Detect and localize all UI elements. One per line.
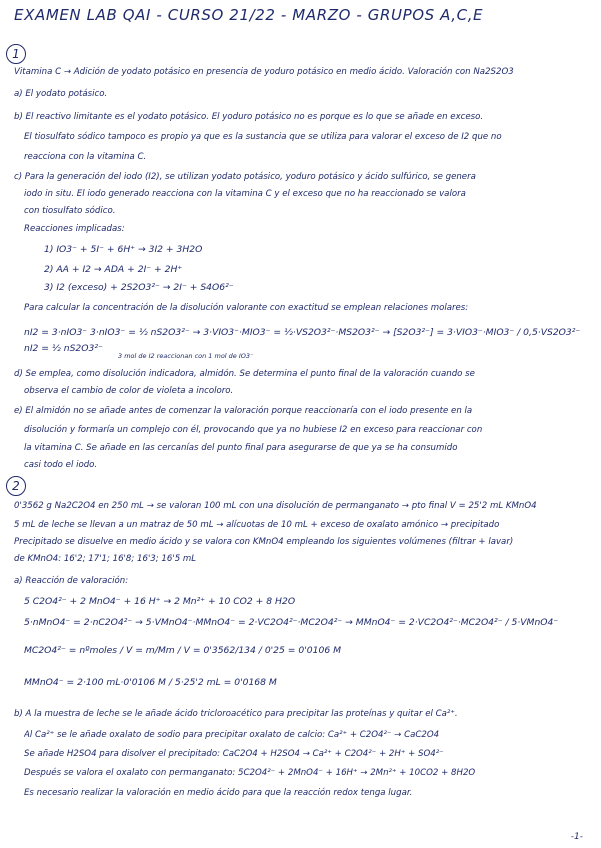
q1-line: la vitamina C. Se añade en las cercanías del punto final para asegurarse de que ya se ha consumido bbox=[24, 443, 458, 453]
question-1-number: 1 bbox=[6, 44, 26, 64]
q1-equation: nI2 = 3·nIO3⁻ 3·nIO3⁻ = ½ nS2O3²⁻ → 3·VIO3⁻·MIO3⁻ = ½·VS2O3²⁻·MS2O3²⁻ → [S2O3²⁻] = 3·VIO3⁻·MIO3⁻ / 0,5·VS2O3²⁻ bbox=[24, 327, 581, 338]
q2-equation: 5·nMnO4⁻ = 2·nC2O4²⁻ → 5·VMnO4⁻·MMnO4⁻ = 2·VC2O4²⁻·MC2O4²⁻ → MMnO4⁻ = 2·VC2O4²⁻·MC2O4²⁻ / 5·VMnO4⁻ bbox=[24, 617, 559, 628]
q1-reaction-1: 1) IO3⁻ + 5I⁻ + 6H⁺ → 3I2 + 3H2O bbox=[44, 244, 203, 255]
q1-line: iodo in situ. El iodo generado reacciona con la vitamina C y el exceso que no ha reaccionado se valora bbox=[24, 189, 466, 199]
q1-reaction-3: 3) I2 (exceso) + 2S2O3²⁻ → 2I⁻ + S4O6²⁻ bbox=[44, 282, 234, 293]
page-number: -1- bbox=[570, 832, 583, 842]
q1-answer-b: b) El reactivo limitante es el yodato potásico. El yoduro potásico no es porque es lo que se añade en exceso. bbox=[14, 112, 484, 122]
q1-line: observa el cambio de color de violeta a incoloro. bbox=[24, 386, 234, 396]
q2-line: Se añade H2SO4 para disolver el precipitado: CaC2O4 + H2SO4 → Ca²⁺ + C2O4²⁻ + 2H⁺ + SO4²⁻ bbox=[24, 749, 444, 759]
q2-equation: MC2O4²⁻ = nºmoles / V = m/Mm / V = 0'3562/134 / 0'25 = 0'0106 M bbox=[24, 645, 342, 656]
q2-line: 5 mL de leche se llevan a un matraz de 50 mL → alícuotas de 10 mL + exceso de oxalato amónico → precipitado bbox=[14, 520, 500, 530]
q1-reactions-heading: Reacciones implicadas: bbox=[24, 224, 125, 234]
q1-answer-d: d) Se emplea, como disolución indicadora, almidón. Se determina el punto final de la valoración cuando se bbox=[14, 369, 475, 379]
q1-line: con tiosulfato sódico. bbox=[24, 206, 116, 216]
q2-line: Precipitado se disuelve en medio ácido y se valora con KMnO4 empleando los siguientes volúmenes (filtrar + lavar) bbox=[14, 537, 514, 547]
q1-line: El tiosulfato sódico tampoco es propio ya que es la sustancia que se utiliza para valorar el exceso de I2 que no bbox=[24, 132, 502, 142]
q1-line: casi todo el iodo. bbox=[24, 460, 98, 470]
q1-answer-a: a) El yodato potásico. bbox=[14, 89, 108, 99]
q2-answer-a: a) Reacción de valoración: bbox=[14, 576, 129, 586]
q1-equation: nI2 = ½ nS2O3²⁻ bbox=[24, 343, 103, 354]
q2-line: Después se valora el oxalato con permanganato: 5C2O4²⁻ + 2MnO4⁻ + 16H⁺ → 2Mn²⁺ + 10CO2 + 8H2O bbox=[24, 768, 476, 778]
q1-handwritten-note: 3 mol de I2 reaccionan con 1 mol de IO3⁻ bbox=[118, 352, 254, 360]
q2-answer-b: b) A la muestra de leche se le añade ácido tricloroacético para precipitar las proteínas y quitar el Ca²⁺. bbox=[14, 709, 458, 719]
q1-line: Vitamina C → Adición de yodato potásico en presencia de yoduro potásico en medio ácido. Valoración con Na2S2O3 bbox=[14, 67, 514, 77]
page-title: EXAMEN LAB QAI - CURSO 21/22 - MARZO - GRUPOS A,C,E bbox=[14, 6, 484, 24]
q2-line: de KMnO4: 16'2; 17'1; 16'8; 16'3; 16'5 mL bbox=[14, 554, 197, 564]
q2-line: 0'3562 g Na2C2O4 en 250 mL → se valoran 100 mL con una disolución de permanganato → pto final V = 25'2 mL KMnO4 bbox=[14, 501, 537, 511]
q1-line: Para calcular la concentración de la disolución valorante con exactitud se emplean relaciones molares: bbox=[24, 303, 469, 313]
q1-line: disolución y formaría un complejo con él, provocando que ya no hubiese I2 en exceso para reaccionar con bbox=[24, 425, 483, 435]
q1-answer-c: c) Para la generación del iodo (I2), se utilizan yodato potásico, yoduro potásico y ácido sulfúrico, se genera bbox=[14, 172, 476, 182]
q1-reaction-2: 2) AA + I2 → ADA + 2I⁻ + 2H⁺ bbox=[44, 264, 183, 275]
question-2-number: 2 bbox=[6, 476, 26, 496]
q1-answer-e: e) El almidón no se añade antes de comenzar la valoración porque reaccionaría con el iodo presente en la bbox=[14, 406, 473, 416]
q2-line: Es necesario realizar la valoración en medio ácido para que la reacción redox tenga lugar. bbox=[24, 788, 413, 798]
q2-equation: MMnO4⁻ = 2·100 mL·0'0106 M / 5·25'2 mL = 0'0168 M bbox=[24, 677, 277, 688]
q2-reaction: 5 C2O4²⁻ + 2 MnO4⁻ + 16 H⁺ → 2 Mn²⁺ + 10 CO2 + 8 H2O bbox=[24, 596, 296, 607]
q2-line: Al Ca²⁺ se le añade oxalato de sodio para precipitar oxalato de calcio: Ca²⁺ + C2O4²⁻ → CaC2O4 bbox=[24, 730, 440, 740]
q1-line: reacciona con la vitamina C. bbox=[24, 152, 147, 162]
